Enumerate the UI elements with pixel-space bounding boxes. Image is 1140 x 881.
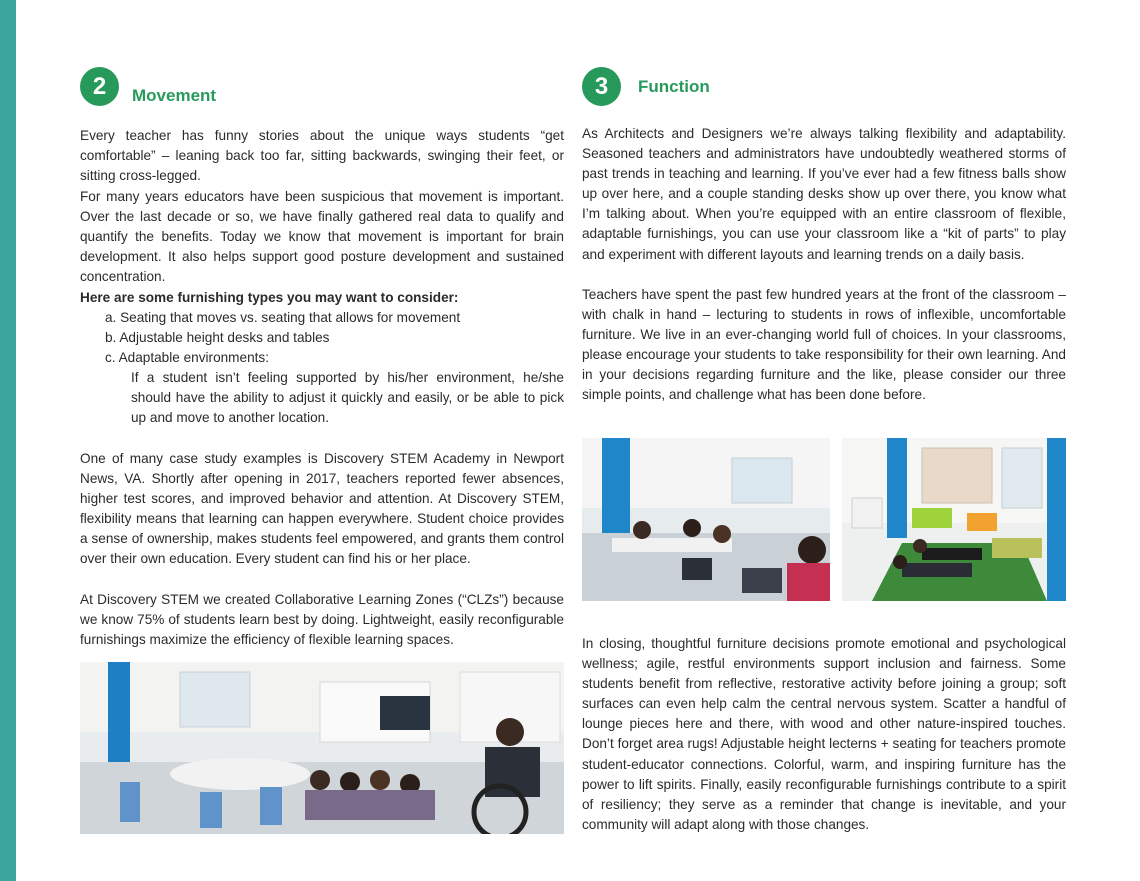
list-item: c. Adaptable environments:: [105, 350, 269, 366]
section-title: Movement: [132, 85, 217, 105]
page-edge-accent-bar: [0, 0, 16, 881]
section-title: Function: [638, 76, 710, 96]
paragraph-intro: Every teacher has funny stories about the unique ways students “get comfortable” – leaning back too far, sitting backwards, swinging their feet, or sitting cross-legged.: [80, 128, 564, 184]
list-heading: Here are some furnishing types you may want to consider:: [80, 290, 459, 305]
section-header: [582, 67, 710, 106]
paragraph-clz: At Discovery STEM we created Collaborative Learning Zones (“CLZs”) because we know 75% of students learn best by doing. Lightweight, easily reconfigurable furnishings maximize the efficiency of flexible learning spaces.: [80, 592, 564, 648]
classroom-photo-turf-lounge: [842, 438, 1066, 601]
section-header: [80, 67, 216, 106]
section-number-badge: 2: [80, 67, 119, 106]
list-item: b. Adjustable height desks and tables: [105, 330, 330, 346]
paragraph-movement-research: For many years educators have been suspicious that movement is important. Over the last decade or so, we have finally gathered real data to qualify and quantify the benefits. Today we know that movement is important for brain development. It also helps support good posture development and sustained concentration.: [80, 189, 564, 285]
section-number-badge: 3: [582, 67, 621, 106]
list-item: a. Seating that moves vs. seating that allows for movement: [105, 310, 461, 325]
paragraph-tradition: Teachers have spent the past few hundred years at the front of the classroom – with chalk in hand – lecturing to students in rows of inflexible, uncomfortable furniture. We live in an ever-changing world full of choices. In your classrooms, please encourage your students to take responsibility for their own learning. And in your decisions regarding furniture and the like, please consider our three simple points, and challenge what has been done before.: [582, 287, 1066, 403]
list-item-detail: If a student isn’t feeling supported by his/her environment, he/she should have the ability to adjust it quickly and easily, or be able to pick up and move to another location.: [131, 370, 564, 426]
paragraph-case-study: One of many case study examples is Discovery STEM Academy in Newport News, VA. Shortly after opening in 2017, teachers reported fewer absences, higher test scores, and improved behavior and attention. At Discovery STEM, flexibility means that learning can happen everywhere. Student choice provides a sense of ownership, makes students feel empowered, and grants them control over their own education. Every student can find his or her place.: [80, 451, 564, 567]
furnishing-types-list: [80, 308, 564, 429]
paragraph-closing: In closing, thoughtful furniture decisions promote emotional and psychological wellness; agile, restful environments support inclusion and fairness. Some students benefit from reflective, restorative activity before joining a group; soft surfaces can even help calm the central nervous system. Scatter a handful of lounge pieces here and there, with wood and other nature-inspired touches. Don’t forget area rugs! Adjustable height lecterns + seating for teachers promote student-educator connections. Colorful, warm, and inspiring furniture has the power to lift spirits. Finally, easily reconfigurable furnishings contribute to a spirit of resiliency; they serve as a reminder that change is inevitable, and your community will adapt along with those changes.: [582, 636, 1066, 832]
classroom-photo-group-circle: [80, 662, 564, 834]
paragraph-flexibility: As Architects and Designers we’re always talking flexibility and adaptability. Seasoned teachers and administrators have undoubtedly weathered storms of past trends in teaching and learning. If you’ve ever had a few fitness balls show up over here, and a couple standing desks show up over there, you know what I’m talking about. When you’re equipped with an entire classroom of flexible, adaptable furnishings, you can use your classroom like a “kit of parts” to play and experiment with different layouts and learning trends on a daily basis.: [582, 126, 1066, 262]
classroom-photo-laptops: [582, 438, 830, 601]
